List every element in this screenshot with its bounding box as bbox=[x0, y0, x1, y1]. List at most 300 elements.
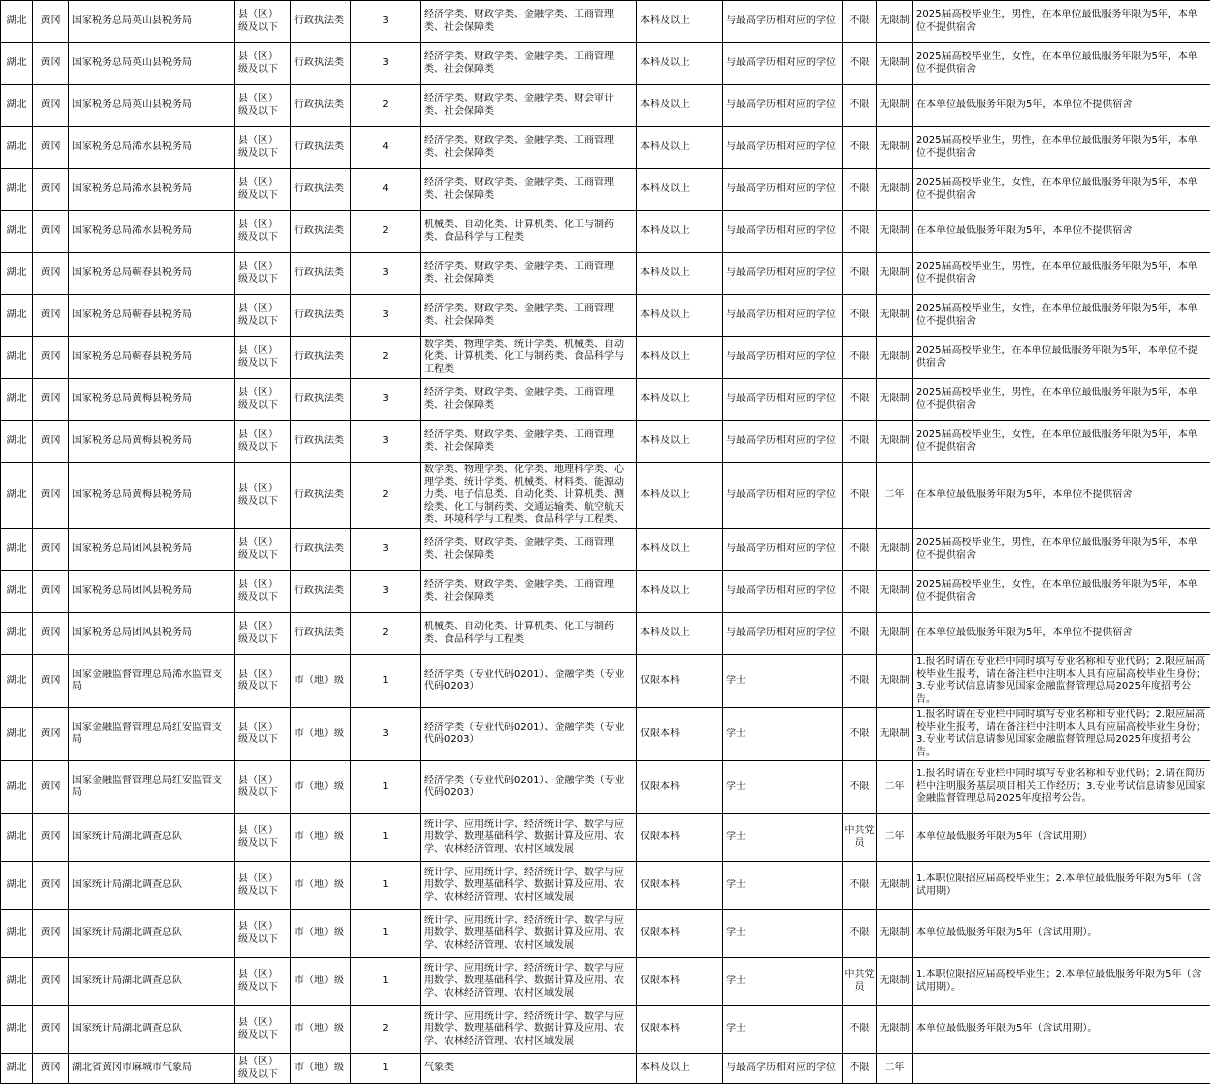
degree-cell bbox=[723, 571, 843, 613]
province-cell-text: 湖北 bbox=[2, 99, 31, 112]
degree-cell bbox=[723, 337, 843, 379]
category-cell-text: 市（地）级 bbox=[294, 781, 347, 794]
degree-cell bbox=[723, 379, 843, 421]
province-cell bbox=[1, 85, 33, 127]
category-cell-text: 市（地）级 bbox=[294, 975, 347, 988]
category-cell bbox=[291, 1054, 351, 1084]
work-years-cell bbox=[877, 708, 913, 761]
level-cell bbox=[235, 463, 291, 529]
political-status-cell bbox=[843, 862, 877, 910]
degree-cell-text: 与最高学历相对应的学位 bbox=[726, 351, 839, 364]
headcount-cell bbox=[351, 127, 421, 169]
province-cell bbox=[1, 708, 33, 761]
education-cell-text: 仅限本科 bbox=[640, 1023, 719, 1036]
major-cell bbox=[421, 613, 637, 655]
work-years-cell-text: 二年 bbox=[878, 831, 911, 844]
province-cell bbox=[1, 463, 33, 529]
city-cell-text: 黄冈 bbox=[34, 141, 67, 154]
work-years-cell-text: 无限制 bbox=[878, 975, 911, 988]
province-cell-text: 湖北 bbox=[2, 627, 31, 640]
political-status-cell bbox=[843, 127, 877, 169]
organization-cell-text: 国家税务总局英山县税务局 bbox=[72, 57, 231, 70]
city-cell bbox=[33, 421, 69, 463]
level-cell bbox=[235, 613, 291, 655]
organization-cell-text: 国家金融监督管理总局红安监管支局 bbox=[72, 775, 231, 800]
table-row bbox=[1, 571, 1210, 613]
city-cell-text: 黄冈 bbox=[34, 728, 67, 741]
education-cell bbox=[637, 708, 723, 761]
major-cell bbox=[421, 958, 637, 1006]
education-cell-text: 本科及以上 bbox=[640, 585, 719, 598]
level-cell bbox=[235, 571, 291, 613]
major-cell bbox=[421, 43, 637, 85]
degree-cell bbox=[723, 655, 843, 708]
table-row bbox=[1, 127, 1210, 169]
notes-cell bbox=[913, 571, 1210, 613]
major-cell bbox=[421, 211, 637, 253]
major-cell-text: 经济学类、财政学类、金融学类、工商管理类、社会保障类 bbox=[424, 261, 633, 286]
province-cell-text: 湖北 bbox=[2, 15, 31, 28]
category-cell-text: 行政执法类 bbox=[294, 489, 347, 502]
major-cell bbox=[421, 127, 637, 169]
major-cell-text: 经济学类、财政学类、金融学类、工商管理类、社会保障类 bbox=[424, 429, 633, 454]
education-cell-text: 本科及以上 bbox=[640, 627, 719, 640]
headcount-cell bbox=[351, 910, 421, 958]
category-cell bbox=[291, 529, 351, 571]
level-cell bbox=[235, 295, 291, 337]
category-cell bbox=[291, 43, 351, 85]
education-cell-text: 仅限本科 bbox=[640, 781, 719, 794]
notes-cell-text: 2025届高校毕业生，男性，在本单位最低服务年限为5年，本单位不提供宿舍 bbox=[916, 261, 1207, 286]
work-years-cell-text: 无限制 bbox=[878, 351, 911, 364]
headcount-cell bbox=[351, 529, 421, 571]
table-row bbox=[1, 655, 1210, 708]
headcount-cell-text: 2 bbox=[352, 225, 419, 238]
organization-cell-text: 国家统计局湖北调查总队 bbox=[72, 831, 231, 844]
education-cell bbox=[637, 571, 723, 613]
political-status-cell bbox=[843, 169, 877, 211]
headcount-cell bbox=[351, 958, 421, 1006]
notes-cell bbox=[913, 337, 1210, 379]
notes-cell bbox=[913, 655, 1210, 708]
category-cell bbox=[291, 814, 351, 862]
organization-cell-text: 国家统计局湖北调查总队 bbox=[72, 927, 231, 940]
major-cell-text: 数学类、物理学类、化学类、地理科学类、心理学类、统计学类、机械类、材料类、能源动力类、电子信息类、自动化类、计算机类、测绘类、化工与制药类、交通运输类、航空航天类、环境科学与工程类、食品科学与工程类、 bbox=[424, 464, 633, 527]
work-years-cell-text: 无限制 bbox=[878, 99, 911, 112]
headcount-cell bbox=[351, 253, 421, 295]
work-years-cell-text: 无限制 bbox=[878, 627, 911, 640]
table-row bbox=[1, 814, 1210, 862]
political-status-cell-text: 不限 bbox=[844, 627, 875, 640]
city-cell-text: 黄冈 bbox=[34, 393, 67, 406]
category-cell-text: 市（地）级 bbox=[294, 728, 347, 741]
notes-cell bbox=[913, 1006, 1210, 1054]
category-cell-text: 市（地）级 bbox=[294, 879, 347, 892]
province-cell-text: 湖北 bbox=[2, 351, 31, 364]
notes-cell bbox=[913, 529, 1210, 571]
degree-cell bbox=[723, 1054, 843, 1084]
political-status-cell-text: 中共党员 bbox=[844, 969, 875, 994]
work-years-cell bbox=[877, 814, 913, 862]
notes-cell-text: 1.本职位限招应届高校毕业生；2.本单位最低服务年限为5年（含试用期） bbox=[916, 873, 1207, 898]
organization-cell-text: 国家税务总局黄梅县税务局 bbox=[72, 393, 231, 406]
city-cell-text: 黄冈 bbox=[34, 309, 67, 322]
headcount-cell bbox=[351, 1, 421, 43]
degree-cell-text: 与最高学历相对应的学位 bbox=[726, 15, 839, 28]
degree-cell-text: 学士 bbox=[726, 879, 839, 892]
political-status-cell bbox=[843, 910, 877, 958]
headcount-cell-text: 1 bbox=[352, 675, 419, 688]
major-cell bbox=[421, 169, 637, 211]
category-cell-text: 市（地）级 bbox=[294, 831, 347, 844]
level-cell-text: 县（区）级及以下 bbox=[238, 873, 287, 898]
level-cell-text: 县（区）级及以下 bbox=[238, 579, 287, 604]
province-cell bbox=[1, 529, 33, 571]
table-row bbox=[1, 761, 1210, 814]
level-cell bbox=[235, 337, 291, 379]
education-cell-text: 本科及以上 bbox=[640, 489, 719, 502]
city-cell-text: 黄冈 bbox=[34, 183, 67, 196]
major-cell-text: 经济学类、财政学类、金融学类、工商管理类、社会保障类 bbox=[424, 135, 633, 160]
city-cell bbox=[33, 43, 69, 85]
degree-cell-text: 学士 bbox=[726, 975, 839, 988]
city-cell bbox=[33, 211, 69, 253]
political-status-cell-text: 不限 bbox=[844, 543, 875, 556]
province-cell-text: 湖北 bbox=[2, 975, 31, 988]
category-cell-text: 行政执法类 bbox=[294, 267, 347, 280]
political-status-cell-text: 不限 bbox=[844, 781, 875, 794]
major-cell-text: 机械类、自动化类、计算机类、化工与制药类、食品科学与工程类 bbox=[424, 219, 633, 244]
degree-cell-text: 与最高学历相对应的学位 bbox=[726, 435, 839, 448]
political-status-cell-text: 不限 bbox=[844, 1023, 875, 1036]
work-years-cell bbox=[877, 127, 913, 169]
organization-cell-text: 国家税务总局浠水县税务局 bbox=[72, 225, 231, 238]
headcount-cell bbox=[351, 814, 421, 862]
level-cell bbox=[235, 1006, 291, 1054]
level-cell-text: 县（区）级及以下 bbox=[238, 387, 287, 412]
city-cell bbox=[33, 379, 69, 421]
work-years-cell bbox=[877, 169, 913, 211]
degree-cell bbox=[723, 613, 843, 655]
education-cell bbox=[637, 1, 723, 43]
organization-cell-text: 国家统计局湖北调查总队 bbox=[72, 879, 231, 892]
city-cell-text: 黄冈 bbox=[34, 225, 67, 238]
major-cell-text: 经济学类（专业代码0201）、金融学类（专业代码0203） bbox=[424, 775, 633, 800]
work-years-cell bbox=[877, 571, 913, 613]
work-years-cell-text: 无限制 bbox=[878, 728, 911, 741]
education-cell-text: 仅限本科 bbox=[640, 879, 719, 892]
table-row bbox=[1, 1, 1210, 43]
level-cell-text: 县（区）级及以下 bbox=[238, 93, 287, 118]
province-cell bbox=[1, 910, 33, 958]
education-cell-text: 本科及以上 bbox=[640, 543, 719, 556]
city-cell-text: 黄冈 bbox=[34, 489, 67, 502]
education-cell bbox=[637, 85, 723, 127]
table-row bbox=[1, 1006, 1210, 1054]
political-status-cell-text: 不限 bbox=[844, 728, 875, 741]
city-cell-text: 黄冈 bbox=[34, 543, 67, 556]
headcount-cell-text: 3 bbox=[352, 728, 419, 741]
province-cell-text: 湖北 bbox=[2, 1023, 31, 1036]
category-cell-text: 行政执法类 bbox=[294, 435, 347, 448]
headcount-cell bbox=[351, 613, 421, 655]
education-cell-text: 仅限本科 bbox=[640, 831, 719, 844]
category-cell bbox=[291, 958, 351, 1006]
degree-cell bbox=[723, 910, 843, 958]
category-cell bbox=[291, 1006, 351, 1054]
organization-cell bbox=[69, 421, 235, 463]
degree-cell-text: 与最高学历相对应的学位 bbox=[726, 99, 839, 112]
province-cell-text: 湖北 bbox=[2, 225, 31, 238]
education-cell-text: 仅限本科 bbox=[640, 728, 719, 741]
city-cell-text: 黄冈 bbox=[34, 267, 67, 280]
category-cell bbox=[291, 708, 351, 761]
notes-cell-text: 1.报名时请在专业栏中同时填写专业名称和专业代码；2.请在简历栏中注明服务基层项目相关工作经历；3.专业考试信息请参见国家金融监督管理总局2025年度招考公告。 bbox=[916, 768, 1207, 806]
headcount-cell-text: 3 bbox=[352, 435, 419, 448]
category-cell bbox=[291, 127, 351, 169]
political-status-cell-text: 不限 bbox=[844, 927, 875, 940]
table-row bbox=[1, 253, 1210, 295]
political-status-cell-text: 不限 bbox=[844, 585, 875, 598]
education-cell bbox=[637, 862, 723, 910]
notes-cell-text: 2025届高校毕业生，女性，在本单位最低服务年限为5年，本单位不提供宿舍 bbox=[916, 429, 1207, 454]
city-cell bbox=[33, 814, 69, 862]
level-cell bbox=[235, 379, 291, 421]
degree-cell bbox=[723, 253, 843, 295]
organization-cell-text: 国家税务总局英山县税务局 bbox=[72, 99, 231, 112]
notes-cell-text: 在本单位最低服务年限为5年，本单位不提供宿舍 bbox=[916, 225, 1207, 238]
organization-cell-text: 国家金融监督管理总局浠水监管支局 bbox=[72, 669, 231, 694]
work-years-cell-text: 无限制 bbox=[878, 585, 911, 598]
province-cell bbox=[1, 211, 33, 253]
level-cell bbox=[235, 655, 291, 708]
city-cell bbox=[33, 295, 69, 337]
major-cell-text: 经济学类（专业代码0201）、金融学类（专业代码0203） bbox=[424, 722, 633, 747]
city-cell-text: 黄冈 bbox=[34, 15, 67, 28]
headcount-cell bbox=[351, 655, 421, 708]
work-years-cell-text: 无限制 bbox=[878, 309, 911, 322]
notes-cell-text: 本单位最低服务年限为5年（含试用期）。 bbox=[916, 927, 1207, 940]
city-cell bbox=[33, 862, 69, 910]
level-cell bbox=[235, 814, 291, 862]
province-cell bbox=[1, 169, 33, 211]
headcount-cell bbox=[351, 211, 421, 253]
degree-cell bbox=[723, 85, 843, 127]
degree-cell bbox=[723, 761, 843, 814]
political-status-cell bbox=[843, 958, 877, 1006]
city-cell-text: 黄冈 bbox=[34, 781, 67, 794]
major-cell bbox=[421, 337, 637, 379]
table-row bbox=[1, 337, 1210, 379]
province-cell-text: 湖北 bbox=[2, 781, 31, 794]
city-cell bbox=[33, 613, 69, 655]
work-years-cell bbox=[877, 295, 913, 337]
category-cell bbox=[291, 421, 351, 463]
organization-cell-text: 国家税务总局团风县税务局 bbox=[72, 627, 231, 640]
major-cell bbox=[421, 85, 637, 127]
headcount-cell bbox=[351, 708, 421, 761]
province-cell bbox=[1, 421, 33, 463]
degree-cell-text: 学士 bbox=[726, 781, 839, 794]
notes-cell bbox=[913, 253, 1210, 295]
category-cell-text: 行政执法类 bbox=[294, 225, 347, 238]
category-cell bbox=[291, 337, 351, 379]
city-cell bbox=[33, 1054, 69, 1084]
city-cell-text: 黄冈 bbox=[34, 99, 67, 112]
education-cell bbox=[637, 253, 723, 295]
notes-cell-text: 1.报名时请在专业栏中同时填写专业名称和专业代码；2.限应届高校毕业生报考，请在备注栏中注明本人具有应届高校毕业生身份；3.专业考试信息请参见国家金融监督管理总局2025年度招考公告。 bbox=[916, 709, 1207, 759]
work-years-cell bbox=[877, 655, 913, 708]
category-cell bbox=[291, 463, 351, 529]
table-row bbox=[1, 958, 1210, 1006]
province-cell bbox=[1, 958, 33, 1006]
table-body bbox=[1, 1, 1210, 1084]
province-cell-text: 湖北 bbox=[2, 435, 31, 448]
major-cell bbox=[421, 571, 637, 613]
political-status-cell bbox=[843, 379, 877, 421]
headcount-cell bbox=[351, 1006, 421, 1054]
work-years-cell bbox=[877, 43, 913, 85]
headcount-cell bbox=[351, 85, 421, 127]
level-cell-text: 县（区）级及以下 bbox=[238, 51, 287, 76]
work-years-cell bbox=[877, 85, 913, 127]
headcount-cell bbox=[351, 337, 421, 379]
political-status-cell bbox=[843, 43, 877, 85]
province-cell-text: 湖北 bbox=[2, 393, 31, 406]
education-cell-text: 本科及以上 bbox=[640, 351, 719, 364]
category-cell-text: 行政执法类 bbox=[294, 585, 347, 598]
city-cell-text: 黄冈 bbox=[34, 585, 67, 598]
education-cell bbox=[637, 211, 723, 253]
level-cell-text: 县（区）级及以下 bbox=[238, 537, 287, 562]
work-years-cell bbox=[877, 421, 913, 463]
work-years-cell bbox=[877, 761, 913, 814]
headcount-cell-text: 3 bbox=[352, 543, 419, 556]
major-cell bbox=[421, 529, 637, 571]
work-years-cell-text: 无限制 bbox=[878, 675, 911, 688]
education-cell-text: 本科及以上 bbox=[640, 267, 719, 280]
level-cell bbox=[235, 1, 291, 43]
political-status-cell bbox=[843, 814, 877, 862]
headcount-cell-text: 3 bbox=[352, 267, 419, 280]
table-row bbox=[1, 169, 1210, 211]
headcount-cell bbox=[351, 862, 421, 910]
education-cell-text: 仅限本科 bbox=[640, 675, 719, 688]
organization-cell-text: 国家税务总局浠水县税务局 bbox=[72, 141, 231, 154]
category-cell bbox=[291, 862, 351, 910]
province-cell-text: 湖北 bbox=[2, 309, 31, 322]
province-cell-text: 湖北 bbox=[2, 831, 31, 844]
major-cell bbox=[421, 1006, 637, 1054]
organization-cell bbox=[69, 862, 235, 910]
level-cell bbox=[235, 862, 291, 910]
province-cell bbox=[1, 337, 33, 379]
headcount-cell bbox=[351, 169, 421, 211]
category-cell bbox=[291, 295, 351, 337]
education-cell bbox=[637, 529, 723, 571]
degree-cell bbox=[723, 127, 843, 169]
notes-cell bbox=[913, 169, 1210, 211]
city-cell bbox=[33, 169, 69, 211]
table-row bbox=[1, 463, 1210, 529]
notes-cell bbox=[913, 910, 1210, 958]
city-cell-text: 黄冈 bbox=[34, 975, 67, 988]
headcount-cell-text: 2 bbox=[352, 627, 419, 640]
category-cell-text: 市（地）级 bbox=[294, 1023, 347, 1036]
city-cell bbox=[33, 958, 69, 1006]
education-cell-text: 本科及以上 bbox=[640, 309, 719, 322]
headcount-cell bbox=[351, 761, 421, 814]
degree-cell bbox=[723, 295, 843, 337]
education-cell bbox=[637, 655, 723, 708]
headcount-cell-text: 2 bbox=[352, 99, 419, 112]
education-cell-text: 本科及以上 bbox=[640, 225, 719, 238]
major-cell bbox=[421, 463, 637, 529]
work-years-cell bbox=[877, 1054, 913, 1084]
work-years-cell bbox=[877, 958, 913, 1006]
province-cell-text: 湖北 bbox=[2, 927, 31, 940]
political-status-cell-text: 不限 bbox=[844, 225, 875, 238]
city-cell bbox=[33, 85, 69, 127]
political-status-cell-text: 不限 bbox=[844, 675, 875, 688]
education-cell bbox=[637, 169, 723, 211]
city-cell bbox=[33, 761, 69, 814]
province-cell bbox=[1, 814, 33, 862]
education-cell bbox=[637, 463, 723, 529]
city-cell bbox=[33, 1006, 69, 1054]
political-status-cell-text: 不限 bbox=[844, 309, 875, 322]
headcount-cell bbox=[351, 43, 421, 85]
degree-cell-text: 与最高学历相对应的学位 bbox=[726, 489, 839, 502]
work-years-cell bbox=[877, 337, 913, 379]
work-years-cell bbox=[877, 862, 913, 910]
education-cell bbox=[637, 613, 723, 655]
organization-cell bbox=[69, 211, 235, 253]
organization-cell-text: 国家税务总局蕲春县税务局 bbox=[72, 309, 231, 322]
notes-cell-text: 2025届高校毕业生，男性，在本单位最低服务年限为5年，本单位不提供宿舍 bbox=[916, 537, 1207, 562]
level-cell bbox=[235, 1054, 291, 1084]
notes-cell-text: 本单位最低服务年限为5年（含试用期）。 bbox=[916, 1023, 1207, 1036]
degree-cell-text: 与最高学历相对应的学位 bbox=[726, 141, 839, 154]
level-cell bbox=[235, 708, 291, 761]
level-cell-text: 县（区）级及以下 bbox=[238, 429, 287, 454]
organization-cell bbox=[69, 761, 235, 814]
category-cell-text: 行政执法类 bbox=[294, 543, 347, 556]
city-cell bbox=[33, 655, 69, 708]
work-years-cell bbox=[877, 253, 913, 295]
headcount-cell-text: 4 bbox=[352, 141, 419, 154]
notes-cell bbox=[913, 958, 1210, 1006]
education-cell bbox=[637, 379, 723, 421]
education-cell-text: 本科及以上 bbox=[640, 393, 719, 406]
work-years-cell-text: 无限制 bbox=[878, 393, 911, 406]
province-cell bbox=[1, 43, 33, 85]
province-cell-text: 湖北 bbox=[2, 543, 31, 556]
notes-cell bbox=[913, 43, 1210, 85]
level-cell-text: 县（区）级及以下 bbox=[238, 722, 287, 747]
degree-cell-text: 与最高学历相对应的学位 bbox=[726, 1062, 839, 1075]
major-cell bbox=[421, 421, 637, 463]
city-cell-text: 黄冈 bbox=[34, 351, 67, 364]
degree-cell-text: 学士 bbox=[726, 675, 839, 688]
work-years-cell-text: 无限制 bbox=[878, 183, 911, 196]
education-cell-text: 本科及以上 bbox=[640, 15, 719, 28]
work-years-cell-text: 二年 bbox=[878, 1062, 911, 1075]
level-cell-text: 县（区）级及以下 bbox=[238, 775, 287, 800]
province-cell bbox=[1, 613, 33, 655]
education-cell-text: 本科及以上 bbox=[640, 435, 719, 448]
province-cell-text: 湖北 bbox=[2, 879, 31, 892]
